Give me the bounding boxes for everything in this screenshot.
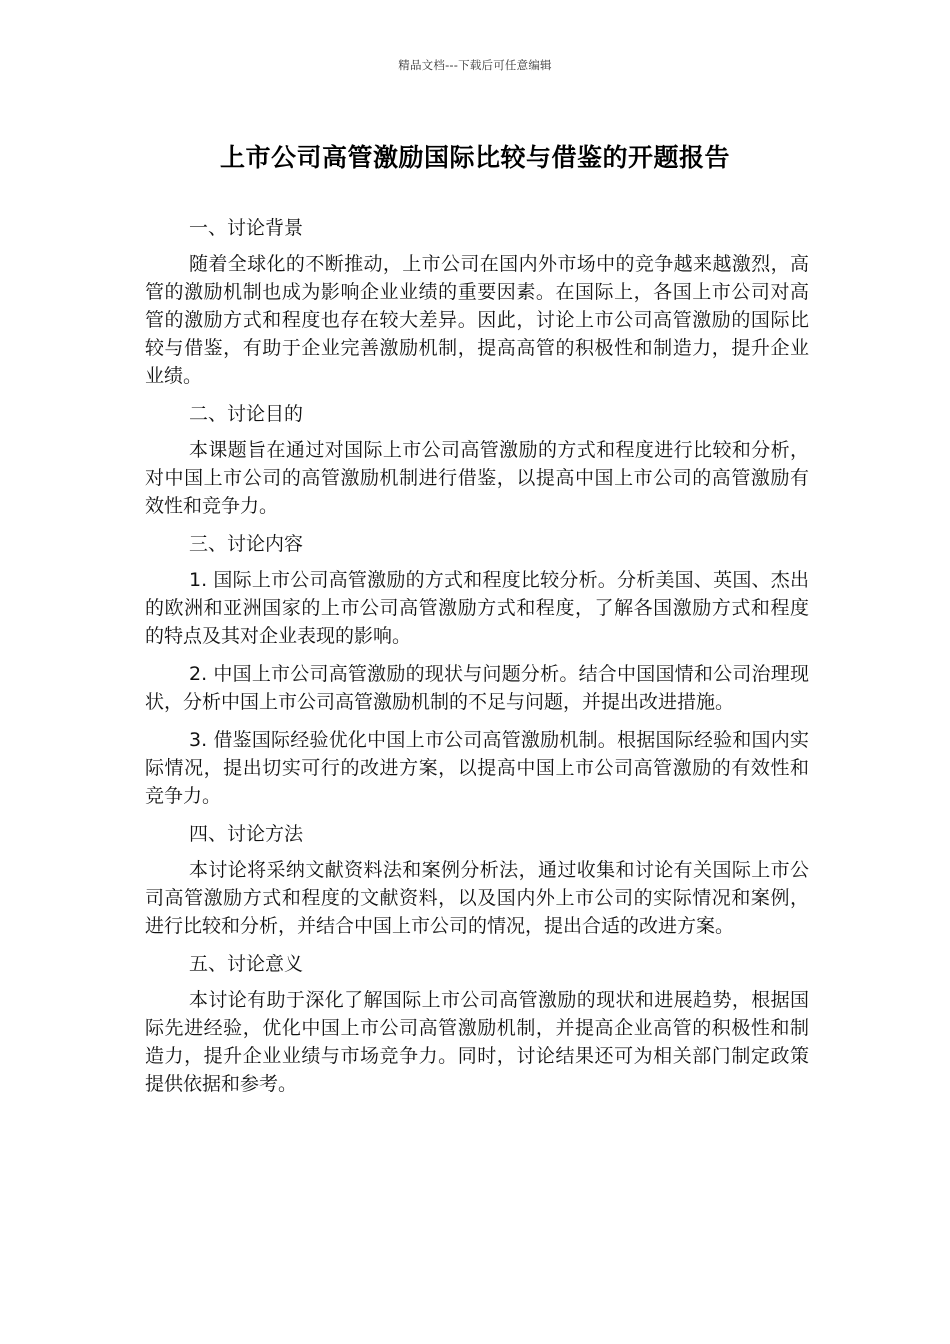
- paragraph: 随着全球化的不断推动，上市公司在国内外市场中的竞争越来越激烈，高管的激励机制也成为影响企业业绩的重要因素。在国际上，各国上市公司对高管的激励方式和程度也存在较大差异。因此，讨论上市公司高管激励的国际比较与借鉴，有助于企业完善激励机制，提高高管的积极性和制造力，提升企业业绩。: [145, 253, 809, 387]
- section-purpose: [145, 400, 809, 520]
- section-background: [145, 214, 809, 390]
- section-content: [145, 530, 809, 810]
- paragraph: 2. 中国上市公司高管激励的现状与问题分析。结合中国国情和公司治理现状，分析中国上市公司高管激励机制的不足与问题，并提出改进措施。: [145, 663, 809, 713]
- section-heading: 五、讨论意义: [189, 953, 304, 975]
- section-heading: 四、讨论方法: [189, 823, 304, 845]
- paragraph: 1. 国际上市公司高管激励的方式和程度比较分析。分析美国、英国、杰出的欧洲和亚洲国家的上市公司高管激励方式和程度，了解各国激励方式和程度的特点及其对企业表现的影响。: [145, 569, 809, 647]
- paragraph: 本课题旨在通过对国际上市公司高管激励的方式和程度进行比较和分析，对中国上市公司的高管激励机制进行借鉴，以提高中国上市公司的高管激励有效性和竞争力。: [145, 439, 809, 517]
- section-heading: 一、讨论背景: [189, 217, 304, 239]
- paragraph: 本讨论将采纳文献资料法和案例分析法，通过收集和讨论有关国际上市公司高管激励方式和程度的文献资料，以及国内外上市公司的实际情况和案例，进行比较和分析，并结合中国上市公司的情况，提出合适的改进方案。: [145, 859, 809, 937]
- section-method: [145, 820, 809, 940]
- page-header: 精品文档---下载后可任意编辑: [398, 58, 552, 72]
- document-body: [145, 214, 809, 1108]
- section-heading: 二、讨论目的: [189, 403, 304, 425]
- section-significance: [145, 950, 809, 1098]
- paragraph: 本讨论有助于深化了解国际上市公司高管激励的现状和进展趋势，根据国际先进经验，优化中国上市公司高管激励机制，并提高企业高管的积极性和制造力，提升企业业绩与市场竞争力。同时，讨论结果还可为相关部门制定政策提供依据和参考。: [145, 989, 809, 1095]
- document-title: 上市公司高管激励国际比较与借鉴的开题报告: [219, 143, 730, 172]
- section-heading: 三、讨论内容: [189, 533, 304, 555]
- paragraph: 3. 借鉴国际经验优化中国上市公司高管激励机制。根据国际经验和国内实际情况，提出切实可行的改进方案，以提高中国上市公司高管激励的有效性和竞争力。: [145, 729, 809, 807]
